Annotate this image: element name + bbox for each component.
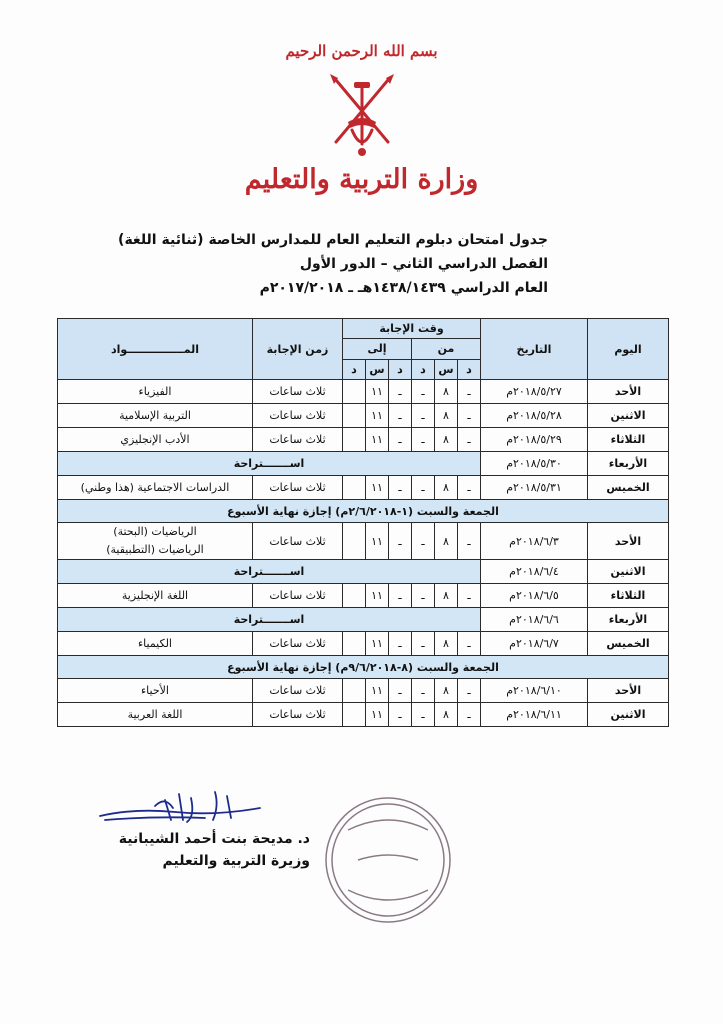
date-cell: ٢٠١٨/٥/٣١م [481,476,588,500]
header-answer-time: وقت الإجابة [343,319,481,339]
header-from: من [412,339,481,359]
subject-cell [58,523,253,560]
subject-cell: اللغة الإنجليزية [58,584,253,608]
from-sep-dash: ـ [412,380,435,404]
date-cell: ٢٠١٨/٦/٤م [481,560,588,584]
to-minutes-dash: ـ [389,428,412,452]
header-to-d: د [389,359,412,379]
duration-cell: ثلاث ساعات [253,632,343,656]
weekend-notice: الجمعة والسبت (١-٢/٦/٢٠١٨م) إجازة نهاية الأسبوع [58,500,669,523]
to-hour: ١١ [366,476,389,500]
from-sep-dash: ـ [412,632,435,656]
to-blank [343,404,366,428]
subject-line-1: الرياضيات (البحتة) [113,525,197,538]
signatory-name: د. مديحة بنت أحمد الشيبانية [118,831,310,847]
from-minutes-dash: ـ [458,380,481,404]
exam-schedule-table [57,318,668,727]
from-sep-dash: ـ [412,679,435,703]
to-blank [343,632,366,656]
from-hour: ٨ [435,523,458,560]
break-row [58,560,669,584]
to-minutes-dash: ـ [389,380,412,404]
exam-row [58,380,669,404]
date-cell: ٢٠١٨/٦/٣م [481,523,588,560]
exam-row [58,476,669,500]
day-cell: الأربعاء [588,608,669,632]
title-line-3: العام الدراسي ١٤٣٨/١٤٣٩هـ ـ ٢٠١٧/٢٠١٨م [259,280,548,296]
break-row [58,452,669,476]
to-minutes-dash: ـ [389,632,412,656]
subject-cell: الأدب الإنجليزي [58,428,253,452]
from-hour: ٨ [435,428,458,452]
day-cell: الاثنين [588,404,669,428]
to-minutes-dash: ـ [389,404,412,428]
weekend-notice: الجمعة والسبت (٨-٩/٦/٢٠١٨م) إجازة نهاية الأسبوع [58,656,669,679]
from-minutes-dash: ـ [458,476,481,500]
header-duration: زمن الإجابة [253,319,343,380]
day-cell: الأحد [588,679,669,703]
subject-cell: الأحياء [58,679,253,703]
to-minutes-dash: ـ [389,584,412,608]
header-to: إلى [343,339,412,359]
from-hour: ٨ [435,584,458,608]
document-titles [118,228,548,300]
to-minutes-dash: ـ [389,476,412,500]
duration-cell: ثلاث ساعات [253,679,343,703]
day-cell: الأحد [588,523,669,560]
from-hour: ٨ [435,404,458,428]
duration-cell: ثلاث ساعات [253,476,343,500]
signatory [90,828,310,872]
subject-cell: التربية الإسلامية [58,404,253,428]
date-cell: ٢٠١٨/٥/٢٩م [481,428,588,452]
duration-cell: ثلاث ساعات [253,703,343,727]
to-hour: ١١ [366,523,389,560]
header-day: اليوم [588,319,669,380]
date-cell: ٢٠١٨/٥/٢٧م [481,380,588,404]
from-hour: ٨ [435,380,458,404]
exam-row [58,584,669,608]
from-sep-dash: ـ [412,584,435,608]
day-cell: الأحد [588,380,669,404]
from-minutes-dash: ـ [458,523,481,560]
from-sep-dash: ـ [412,476,435,500]
date-cell: ٢٠١٨/٦/١٠م [481,679,588,703]
date-cell: ٢٠١٨/٦/٥م [481,584,588,608]
from-minutes-dash: ـ [458,404,481,428]
header-subjects: المـــــــــــــــواد [58,319,253,380]
to-minutes-dash: ـ [389,679,412,703]
duration-cell: ثلاث ساعات [253,428,343,452]
signatory-position: وزيرة التربية والتعليم [162,853,310,869]
header-from-d2: د [412,359,435,379]
from-sep-dash: ـ [412,523,435,560]
subject-cell: الكيمياء [58,632,253,656]
from-sep-dash: ـ [412,404,435,428]
to-hour: ١١ [366,632,389,656]
to-hour: ١١ [366,679,389,703]
from-minutes-dash: ـ [458,584,481,608]
to-blank [343,703,366,727]
duration-cell: ثلاث ساعات [253,380,343,404]
official-stamp-icon [318,790,458,930]
to-blank [343,679,366,703]
from-hour: ٨ [435,632,458,656]
subject-line-2: الرياضيات (التطبيقية) [106,543,204,556]
exam-row [58,523,669,560]
subject-cell: الفيزياء [58,380,253,404]
to-hour: ١١ [366,584,389,608]
day-cell: الاثنين [588,560,669,584]
to-blank [343,584,366,608]
day-cell: الثلاثاء [588,584,669,608]
date-cell: ٢٠١٨/٥/٣٠م [481,452,588,476]
exam-row [58,703,669,727]
subject-cell: اللغة العربية [58,703,253,727]
title-line-2: الفصل الدراسي الثاني – الدور الأول [299,256,548,272]
duration-cell: ثلاث ساعات [253,523,343,560]
from-hour: ٨ [435,679,458,703]
from-hour: ٨ [435,476,458,500]
oman-emblem-icon [322,70,402,160]
to-hour: ١١ [366,404,389,428]
to-minutes-dash: ـ [389,703,412,727]
break-label: اســـــــتراحة [58,560,481,584]
to-hour: ١١ [366,703,389,727]
to-hour: ١١ [366,428,389,452]
date-cell: ٢٠١٨/٦/١١م [481,703,588,727]
break-row [58,608,669,632]
from-minutes-dash: ـ [458,428,481,452]
subject-cell: الدراسات الاجتماعية (هذا وطني) [58,476,253,500]
to-blank [343,523,366,560]
date-cell: ٢٠١٨/٦/٦م [481,608,588,632]
header-date: التاريخ [481,319,588,380]
exam-row [58,404,669,428]
to-blank [343,476,366,500]
exam-row [58,679,669,703]
exam-row [58,632,669,656]
header-to-s: س [366,359,389,379]
duration-cell: ثلاث ساعات [253,404,343,428]
title-line-1: جدول امتحان دبلوم التعليم العام للمدارس الخاصة (ثنائية اللغة) [118,232,548,248]
break-label: اســـــــتراحة [58,608,481,632]
day-cell: الثلاثاء [588,428,669,452]
basmala: بسم الله الرحمن الرحيم [285,42,438,60]
day-cell: الخميس [588,476,669,500]
exam-row [58,428,669,452]
from-minutes-dash: ـ [458,632,481,656]
weekend-row [58,656,669,679]
to-hour: ١١ [366,380,389,404]
day-cell: الخميس [588,632,669,656]
header-to-d2: د [343,359,366,379]
from-minutes-dash: ـ [458,679,481,703]
from-sep-dash: ـ [412,428,435,452]
from-minutes-dash: ـ [458,703,481,727]
to-blank [343,380,366,404]
from-sep-dash: ـ [412,703,435,727]
date-cell: ٢٠١٨/٥/٢٨م [481,404,588,428]
date-cell: ٢٠١٨/٦/٧م [481,632,588,656]
day-cell: الأربعاء [588,452,669,476]
to-minutes-dash: ـ [389,523,412,560]
to-blank [343,428,366,452]
weekend-row [58,500,669,523]
day-cell: الاثنين [588,703,669,727]
header-from-s: س [435,359,458,379]
from-hour: ٨ [435,703,458,727]
duration-cell: ثلاث ساعات [253,584,343,608]
break-label: اســـــــتراحة [58,452,481,476]
ministry-name: وزارة التربية والتعليم [244,164,479,195]
header-from-d: د [458,359,481,379]
